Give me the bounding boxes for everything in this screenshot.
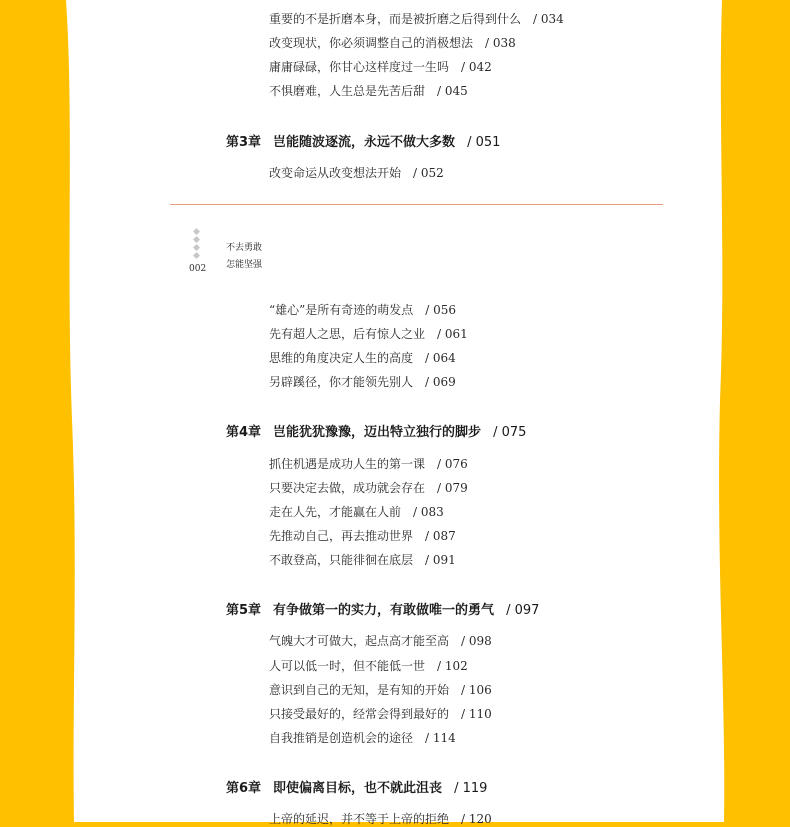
toc-entry[interactable] (269, 34, 516, 51)
entry-title: 上帝的延迟，并不等于上帝的拒绝 (269, 812, 450, 826)
entry-title: 思维的角度决定人生的高度 (269, 351, 414, 365)
toc-entry[interactable] (269, 349, 456, 366)
entry-title: 只要决定去做，成功就会存在 (269, 481, 426, 495)
chapter-label: 第3章 (226, 135, 262, 150)
chapter-label: 第5章 (226, 603, 262, 618)
toc-entry[interactable] (269, 681, 492, 698)
page-divider (170, 204, 663, 205)
entry-page: / 076 (437, 457, 468, 471)
chapter-title: 岂能随波逐流，永远不做大多数 (273, 135, 456, 150)
entry-page: / 079 (437, 481, 468, 495)
entry-title: 抓住机遇是成功人生的第一课 (269, 457, 426, 471)
chapter-label: 第6章 (226, 781, 262, 796)
entry-page: / 106 (461, 683, 492, 697)
entry-page: / 061 (437, 327, 468, 341)
toc-entry[interactable] (269, 632, 492, 649)
chapter-heading[interactable] (226, 777, 487, 796)
entry-title: 不惧磨难，人生总是先苦后甜 (269, 84, 426, 98)
toc-entry[interactable] (269, 373, 456, 390)
entry-title: 庸庸碌碌，你甘心这样度过一生吗 (269, 60, 450, 74)
toc-entry[interactable] (269, 82, 468, 99)
entry-page: / 064 (425, 351, 456, 365)
entry-page: / 042 (461, 60, 492, 74)
entry-page: / 069 (425, 375, 456, 389)
toc-entry[interactable] (269, 58, 492, 75)
entry-page: / 110 (461, 707, 492, 721)
page-number: 002 (189, 264, 207, 274)
entry-page: / 102 (437, 659, 468, 673)
entry-page: / 052 (413, 166, 444, 180)
running-head-line: 不去勇敢 (226, 243, 263, 253)
toc-entry[interactable] (269, 551, 456, 568)
toc-entry[interactable] (269, 705, 492, 722)
chapter-page: / 051 (467, 135, 501, 150)
entry-title: 先推动自己，再去推动世界 (269, 529, 414, 543)
chapter-heading[interactable] (226, 599, 539, 618)
entry-title: 走在人先，才能赢在人前 (269, 505, 402, 519)
entry-title: 重要的不是折磨本身，而是被折磨之后得到什么 (269, 12, 522, 26)
toc-entry[interactable] (269, 301, 456, 318)
entry-page: / 120 (461, 812, 492, 826)
toc-entry[interactable] (269, 164, 444, 181)
entry-page: / 114 (425, 731, 456, 745)
entry-title: 不敢登高，只能徘徊在底层 (269, 553, 414, 567)
toc-entry[interactable] (269, 325, 468, 342)
toc-entry[interactable] (269, 503, 444, 520)
entry-page: / 038 (485, 36, 516, 50)
entry-title: “雄心”是所有奇迹的萌发点 (269, 303, 414, 317)
chapter-page: / 119 (454, 781, 488, 796)
chapter-page: / 097 (506, 603, 540, 618)
entry-title: 自我推销是创造机会的途径 (269, 731, 414, 745)
entry-title: 人可以低一时，但不能低一世 (269, 659, 426, 673)
entry-page: / 056 (425, 303, 457, 317)
entry-title: 改变现状，你必须调整自己的消极想法 (269, 36, 474, 50)
chapter-title: 即使偏离目标，也不就此沮丧 (273, 781, 443, 796)
entry-title: 另辟蹊径，你才能领先别人 (269, 375, 414, 389)
chapter-title: 岂能犹犹豫豫，迈出特立独行的脚步 (273, 425, 482, 440)
toc-entry[interactable] (269, 657, 468, 674)
toc-entry[interactable] (269, 455, 468, 472)
entry-page: / 083 (413, 505, 444, 519)
toc-entry[interactable] (269, 10, 564, 27)
entry-page: / 034 (533, 12, 564, 26)
toc-entry[interactable] (269, 527, 456, 544)
running-head-line: 怎能坚强 (226, 260, 263, 270)
entry-title: 改变命运从改变想法开始 (269, 166, 402, 180)
entry-page: / 091 (425, 553, 456, 567)
chapter-page: / 075 (493, 425, 527, 440)
toc-entry[interactable] (269, 479, 468, 496)
entry-title: 气魄大才可做大，起点高才能至高 (269, 634, 450, 648)
chapter-heading[interactable] (226, 131, 500, 150)
entry-title: 只接受最好的，经常会得到最好的 (269, 707, 450, 721)
entry-page: / 087 (425, 529, 456, 543)
chapter-title: 有争做第一的实力，有敢做唯一的勇气 (273, 603, 495, 618)
toc-entry[interactable] (269, 810, 492, 827)
chapter-heading[interactable] (226, 421, 526, 440)
entry-page: / 045 (437, 84, 468, 98)
entry-page: / 098 (461, 634, 492, 648)
entry-title: 意识到自己的无知，是有知的开始 (269, 683, 450, 697)
toc-entry[interactable] (269, 729, 456, 746)
entry-title: 先有超人之思，后有惊人之业 (269, 327, 426, 341)
chapter-label: 第4章 (226, 425, 262, 440)
